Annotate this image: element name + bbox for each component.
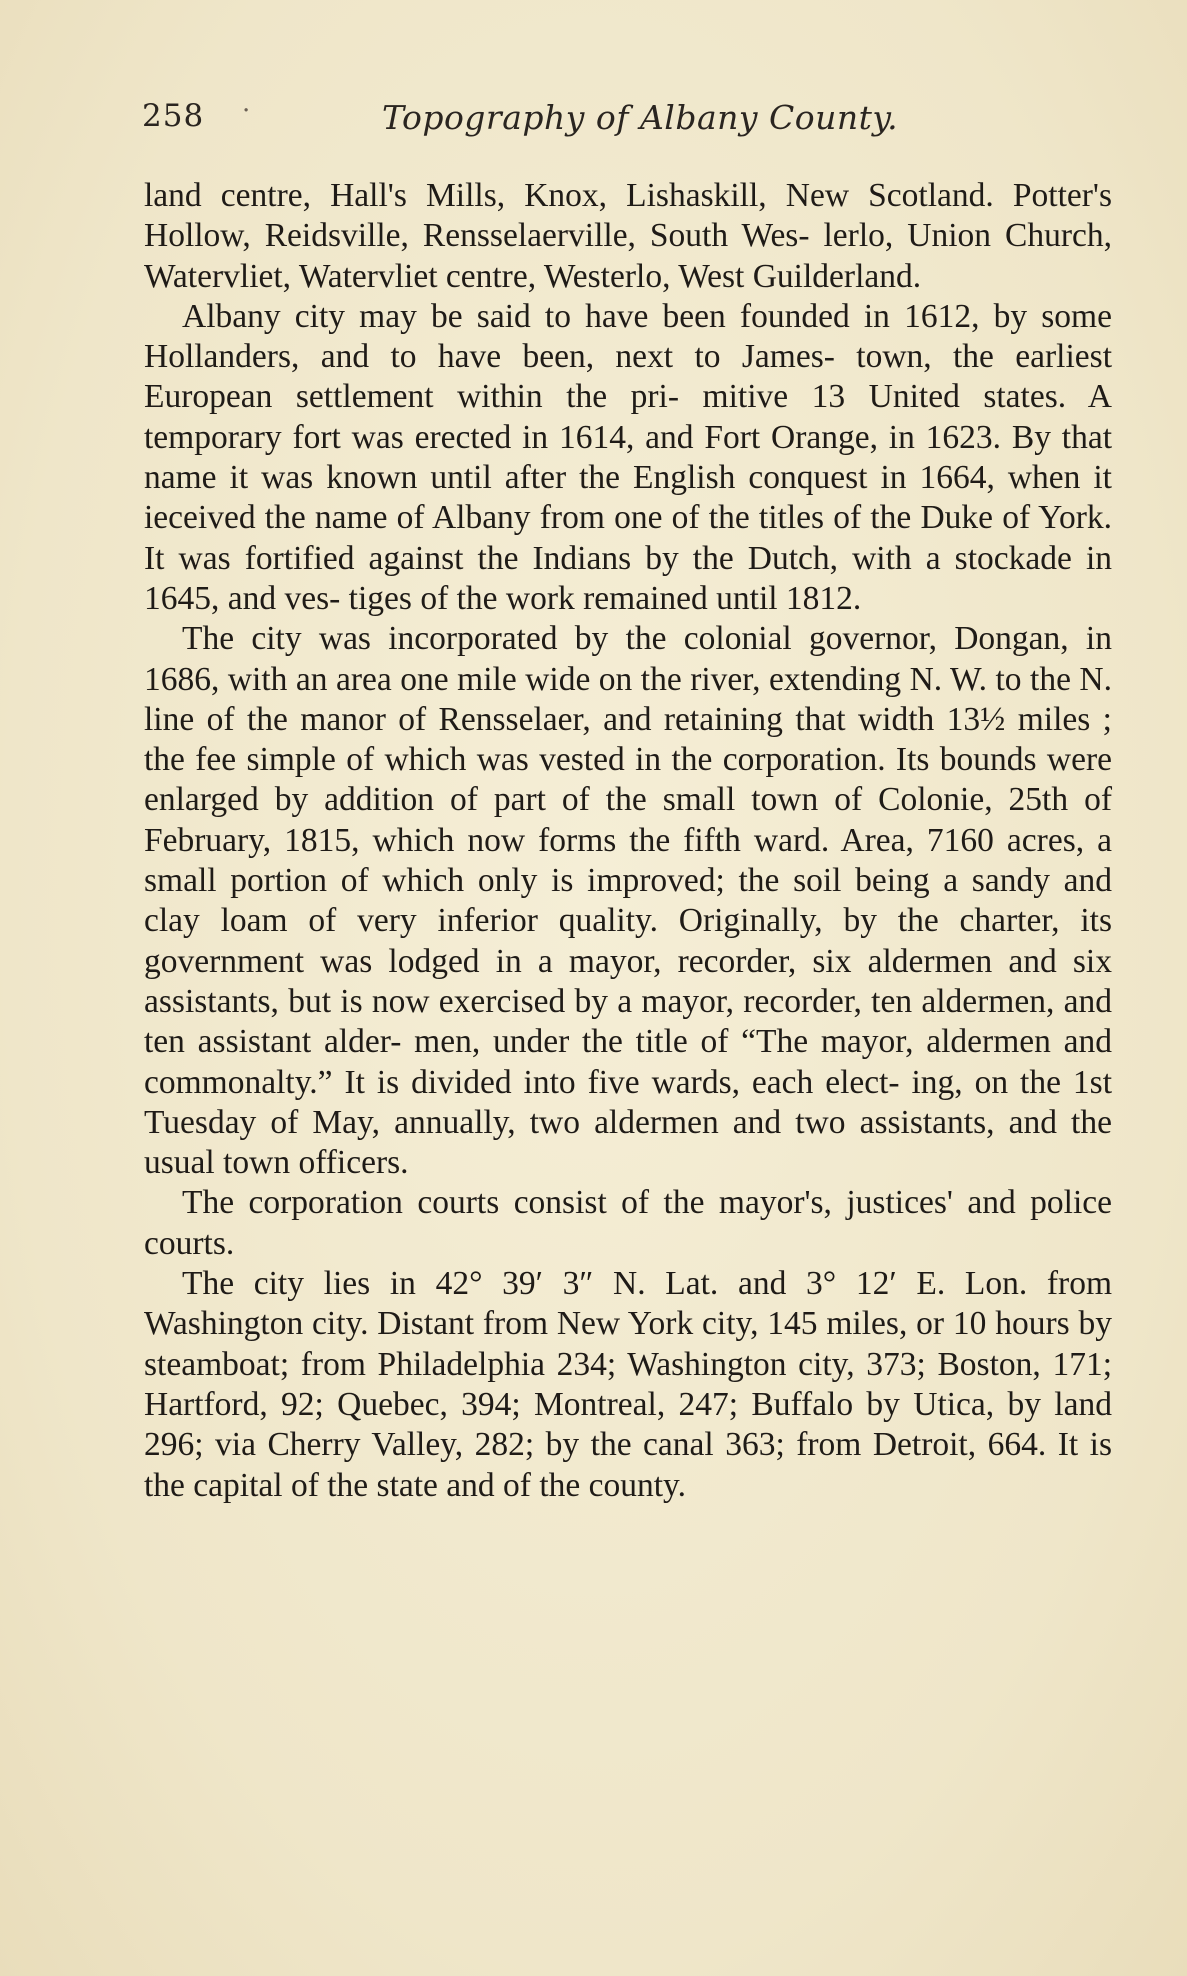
running-title: Topography of Albany County. — [382, 98, 899, 137]
page-number: 258 — [142, 98, 205, 134]
paragraph-incorporation: The city was incorporated by the colonial governor, Dongan, in 1686, with an area one mile wide on the river, extending N. W. to the N. line of the manor of Rensselaer, and retaining that width 13½ miles ; the fee simple of which was vested in the corporation. Its bounds were enlarged by addition of part of the small town of Colonie, 25th of February, 1815, which now forms the fifth ward. Area, 7160 acres, a small portion of which only is improved; the soil being a sandy and clay loam of very inferior quality. Originally, by the charter, its government was lodged in a mayor, recorder, six aldermen and six assistants, but is now exercised by a mayor, recorder, ten aldermen, and ten assistant alder- men, under the title of “The mayor, aldermen and commonalty.” It is divided into five wards, each elect- ing, on the 1st Tuesday of May, annually, two aldermen and two assistants, and the usual town officers. — [144, 620, 1112, 1182]
header-separator: · — [242, 96, 251, 126]
paragraph-place-list: land centre, Hall's Mills, Knox, Lishaskill, New Scotland. Potter's Hollow, Reidsville, Rensselaerville, South Wes- lerlo, Union Church, Watervliet, Watervliet centre, Westerlo, West Guilderland. — [144, 177, 1112, 295]
body-text — [144, 176, 1112, 1506]
page-header — [142, 98, 1122, 158]
paragraph-courts: The corporation courts consist of the mayor's, justices' and police courts. — [144, 1184, 1112, 1262]
paragraph-location: The city lies in 42° 39′ 3″ N. Lat. and 3° 12′ E. Lon. from Washington city. Distant from New York city, 145 miles, or 10 hours by steamboat; from Philadelphia 234; Washington city, 373; Boston, 171; Hartford, 92; Quebec, 394; Montreal, 247; Buffalo by Utica, by land 296; via Cherry Valley, 282; by the canal 363; from Detroit, 664. It is the capital of the state and of the county. — [144, 1265, 1112, 1504]
paragraph-founding: Albany city may be said to have been founded in 1612, by some Hollanders, and to have been, next to James- town, the earliest European settlement within the pri- mitive 13 United states. A temporary fort was erected in 1614, and Fort Orange, in 1623. By that name it was known until after the English conquest in 1664, when it ieceived the name of Albany from one of the titles of the Duke of York. It was fortified against the Indians by the Dutch, with a stockade in 1645, and ves- tiges of the work remained until 1812. — [144, 297, 1112, 617]
